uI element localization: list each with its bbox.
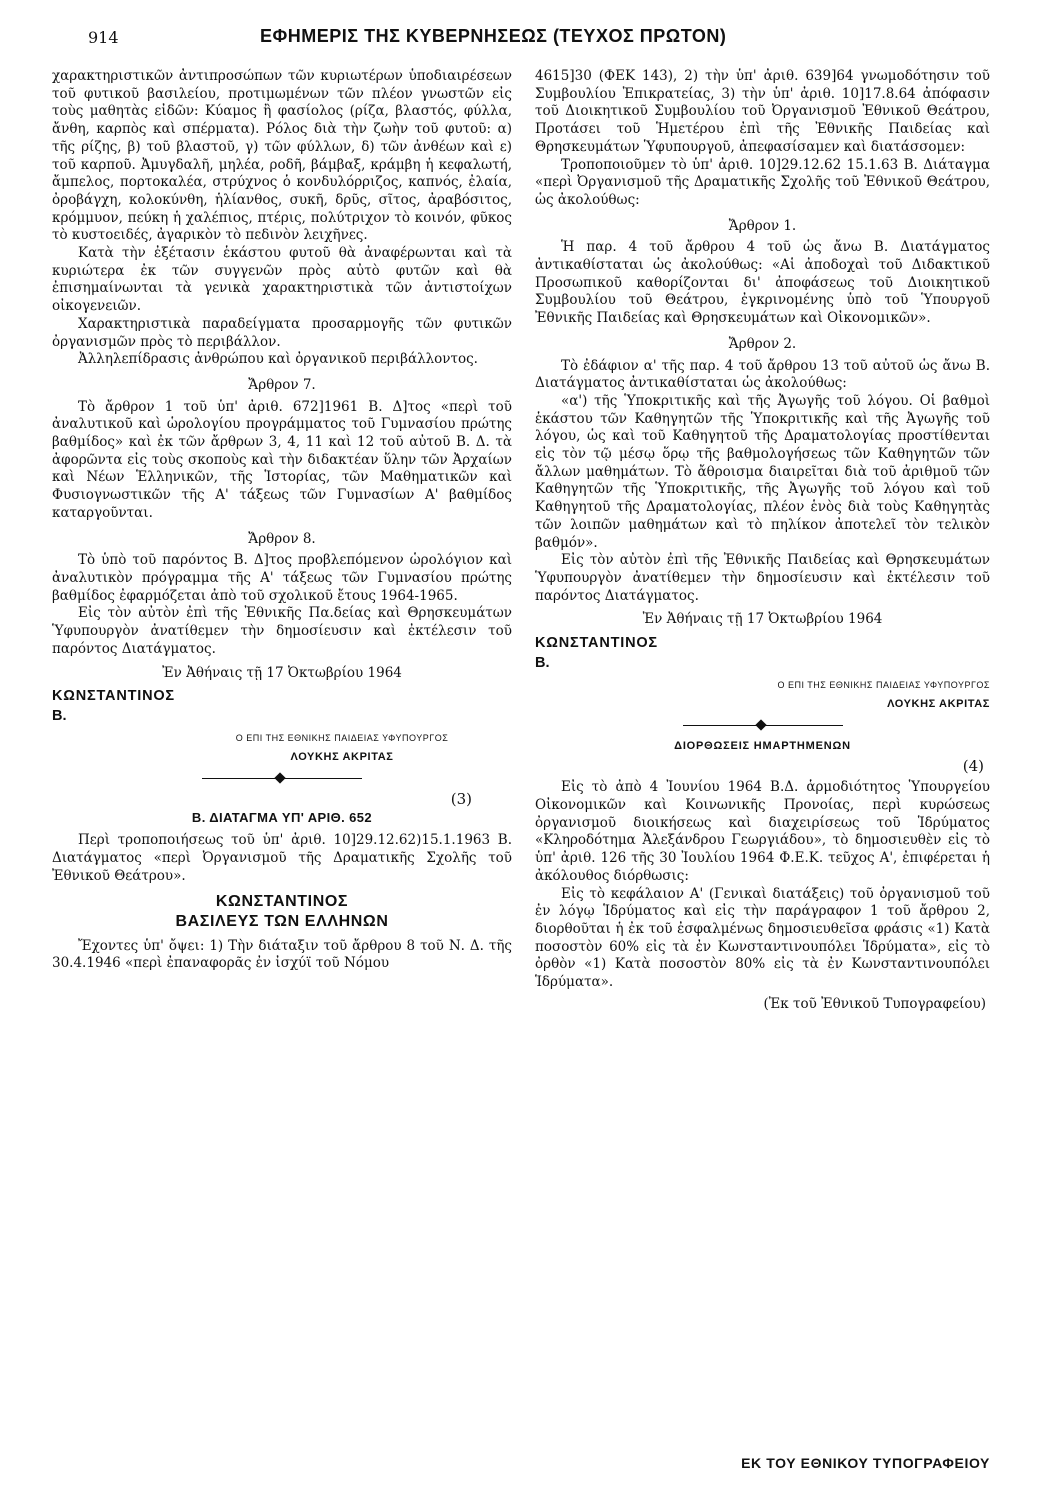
minister-title: Ο ΕΠΙ ΤΗΣ ΕΘΝΙΚΗΣ ΠΑΙΔΕΙΑΣ ΥΦΥΠΟΥΡΓΟΣ (235, 732, 449, 743)
decree-title: Β. ΔΙΑΤΑΓΜΑ ΥΠ' ΑΡΙΘ. 652 (191, 809, 373, 825)
gazette-title: ΕΦΗΜΕΡΙΣ ΤΗΣ ΚΥΒΕΡΝΗΣΕΩΣ (ΤΕΥΧΟΣ ΠΡΩΤΟΝ) (260, 26, 727, 46)
preamble-continued: 4615]30 (ΦΕΚ 143), 2) τὴν ὑπ' ἀριθ. 639]64 γνωμοδότησιν τοῦ Συμβουλίου Ἐπικρατείας, 3) τὴν ὑπ' ἀριθ. 10]17.8.64 ἀπόφασιν τοῦ Διοικητικοῦ Συμβουλίου τοῦ Ὀργανισμοῦ Ἐθνικοῦ Θεάτρου, Προτάσει τοῦ Ἡμετέρου ἐπὶ τῆς Ἐθνικῆς Παιδείας καὶ Θρησκευμάτων Ὑφυπουργοῦ, ἀπεφασίσαμεν καὶ διατάσσομεν: (535, 68, 990, 155)
section-number: (3) (450, 790, 472, 809)
place-date: Ἐν Ἀθήναις τῇ 17 Ὀκτωβρίου 1964 (162, 664, 402, 681)
king-initial: Β. (52, 707, 67, 724)
paragraph: Κατὰ τὴν ἐξέτασιν ἑκάστου φυτοῦ θὰ ἀναφέρωνται καὶ τὰ κυριώτερα ἐκ τῶν συγγενῶν πρὸς αὐτὸ φυτῶν καὶ θὰ ἐπισημαίνωνται τὰ γενικὰ χαρακτηριστικὰ τῶν ἀντιστοίχων οἰκογενειῶν. (52, 245, 512, 315)
king-initial: Β. (535, 654, 550, 671)
article-2-heading: Ἄρθρον 2. (728, 335, 797, 352)
decree-intro: Τροποποιοῦμεν τὸ ὑπ' ἀριθ. 10]29.12.62 15.1.63 Β. Διάταγμα «περὶ Ὀργανισμοῦ τῆς Δραματικῆς Σχολῆς τοῦ Ἐθνικοῦ Θεάτρου, ὡς ἀκολούθως: (535, 156, 990, 208)
article-2-text: Εἰς τὸν αὐτὸν ἐπὶ τῆς Ἐθνικῆς Παιδείας καὶ Θρησκευμάτων Ὑφυπουργὸν ἀνατίθεμεν τὴν δημοσίευσιν καὶ ἐκτέλεσιν τοῦ παρόντος Διατάγματος. (535, 552, 990, 604)
minister-title: Ο ΕΠΙ ΤΗΣ ΕΘΝΙΚΗΣ ΠΑΙΔΕΙΑΣ ΥΦΥΠΟΥΡΓΟΣ (777, 679, 990, 690)
king-heading-name: ΚΩΝΣΤΑΝΤΙΝΟΣ (215, 892, 349, 910)
king-signature: ΚΩΝΣΤΑΝΤΙΝΟΣ (52, 688, 175, 705)
source-note: (Ἐκ τοῦ Ἐθνικοῦ Τυπογραφείου) (763, 995, 986, 1012)
article-8-heading: Ἄρθρον 8. (248, 530, 316, 547)
footer-printer: ΕΚ ΤΟΥ ΕΘΝΙΚΟΥ ΤΥΠΟΓΡΑΦΕΙΟΥ (741, 1455, 990, 1471)
article-2-text: Τὸ ἐδάφιον α' τῆς παρ. 4 τοῦ ἄρθρου 13 τοῦ αὐτοῦ ὡς ἄνω Β. Διατάγματος ἀντικαθίσταται ὡς ἀκολούθως: (535, 357, 990, 392)
article-8-text: Τὸ ὑπὸ τοῦ παρόντος Β. Δ]τος προβλεπόμενον ὡρολόγιον καὶ ἀναλυτικὸν πρόγραμμα τῆς Α' τάξεως τῶν Γυμνασίου πρώτης βαθμίδος ἐφαρμόζεται ἀπὸ τοῦ σχολικοῦ ἔτους 1964-1965. (52, 552, 512, 604)
king-signature: ΚΩΝΣΤΑΝΤΙΝΟΣ (535, 635, 658, 652)
left-column (52, 68, 512, 973)
correction-text: Εἰς τὸ κεφάλαιον Α' (Γενικαὶ διατάξεις) τοῦ ὀργανισμοῦ τοῦ ἐν λόγῳ Ἱδρύματος καὶ εἰς τὴν παράγραφον 1 τοῦ ἄρθρου 2, διορθοῦται ἡ ἐκ τοῦ ἐσφαλμένως δημοσιευθεῖσα φράσις «1) Κατὰ ποσοστὸν 60% εἰς τὰ ἐν Κωνσταντινουπόλει Ἱδρύματα», εἰς τὸ ὀρθὸν «1) Κατὰ ποσοστὸν 80% εἰς τὰ ἐν Κωνσταντινουπόλει Ἱδρύματα». (535, 885, 990, 991)
section-number: (4) (962, 756, 984, 775)
place-date: Ἐν Ἀθήναις τῇ 17 Ὀκτωβρίου 1964 (642, 611, 883, 628)
article-8-text: Εἰς τὸν αὐτὸν ἐπὶ τῆς Ἐθνικῆς Πα.δείας καὶ Θρησκευμάτων Ὑφυπουργὸν ἀνατίθεμεν τὴν δημοσίευσιν καὶ ἐκτέλεσιν τοῦ παρόντος Διατάγματος. (52, 605, 512, 657)
right-column (535, 68, 990, 1013)
article-7-heading: Ἄρθρον 7. (248, 376, 316, 393)
article-2-text: «α') τῆς Ὑποκριτικῆς καὶ τῆς Ἀγωγῆς τοῦ λόγου. Οἱ βαθμοὶ ἑκάστου τῶν Καθηγητῶν τῆς Ὑποκριτικῆς καὶ τῆς Ἀγωγῆς τοῦ λόγου, ὡς καὶ τοῦ Καθηγητοῦ τῆς Δραματολογίας προστίθενται εἰς τὸν τῷ μέσῳ ὅρῳ τῆς βαθμολογήσεως τῶν Καθηγητῶν τῶν ἄλλων μαθημάτων. Τὸ ἄθροισμα διαιρεῖται διὰ τοῦ ἀριθμοῦ τῶν Καθηγητῶν τῆς Ὑποκριτικῆς, τῆς Ἀγωγῆς τοῦ λόγου καὶ τοῦ Καθηγητοῦ τῆς Δραματολογίας, πλέον ἑνὸς διὰ τοὺς Καθηγητὰς τῶν λοιπῶν μαθημάτων καὶ τὸ πηλίκον ἀποτελεῖ τὸν τελικὸν βαθμόν». (535, 392, 990, 551)
section-divider (683, 720, 843, 732)
correction-text: Εἰς τὸ ἀπὸ 4 Ἰουνίου 1964 Β.Δ. ἁρμοδιότητος Ὑπουργείου Οἰκονομικῶν καὶ Κοινωνικῆς Προνοίας, περὶ κυρώσεως ὀργανισμοῦ διοικήσεως καὶ διαχειρίσεως τοῦ Ἱδρύματος «Κληροδότημα Ἀλεξάνδρου Γεωργιάδου», τὸ δημοσιευθὲν εἰς τὸ ὑπ' ἀριθ. 126 τῆς 30 Ἰουλίου 1964 Φ.Ε.Κ. τεῦχος Α', ἐπιφέρεται ἡ ἀκόλουθος διόρθωσις: (535, 779, 990, 884)
king-heading-title: ΒΑΣΙΛΕΥΣ ΤΩΝ ΕΛΛΗΝΩΝ (175, 912, 389, 930)
article-1-text: Ἡ παρ. 4 τοῦ ἄρθρου 4 τοῦ ὡς ἄνω Β. Διατάγματος ἀντικαθίσταται ὡς ἀκολούθως: «Αἱ ἀποδοχαὶ τοῦ Διδακτικοῦ Προσωπικοῦ καθορίζονται δι' ἀποφάσεως τοῦ Διοικητικοῦ Συμβουλίου τοῦ Θεάτρου, ἐγκρινομένης ὑπὸ τοῦ Ὑπουργοῦ Ἐθνικῆς Παιδείας καὶ Θρησκευμάτων καὶ Οἰκονομικῶν». (535, 239, 990, 327)
paragraph: Χαρακτηριστικὰ παραδείγματα προσαρμογῆς τῶν φυτικῶν ὀργανισμῶν πρὸς τὸ περιβάλλον. (52, 315, 512, 350)
corrections-title: ΔΙΟΡΘΩΣΕΙΣ ΗΜΑΡΤΗΜΕΝΩΝ (674, 739, 851, 752)
article-7-text: Τὸ ἄρθρον 1 τοῦ ὑπ' ἀριθ. 672]1961 Β. Δ]τος «περὶ τοῦ ἀναλυτικοῦ καὶ ὡρολογίου προγράμματος τοῦ Γυμνασίου πρώτης βαθμίδος» καὶ ἐκ τῶν ἄρθρων 3, 4, 11 καὶ 12 τοῦ αὐτοῦ Β. Δ. τὰ ἀφορῶντα εἰς τοὺς σκοποὺς καὶ τὴν διδακτέαν ὕλην τῶν Ἀρχαίων καὶ Νέων Ἑλληνικῶν, τῆς Ἱστορίας, τῶν Μαθηματικῶν καὶ Φυσιογνωστικῶν τῆς Α' τάξεως τῶν Γυμνασίων Α' βαθμίδος καταργοῦνται. (52, 398, 512, 521)
king-heading (52, 892, 512, 932)
decree-subject: Περὶ τροποποιήσεως τοῦ ὑπ' ἀριθ. 10]29.12.62)15.1.1963 Β. Διατάγματος «περὶ Ὀργανισμοῦ τῆς Δραματικῆς Σχολῆς τοῦ Ἐθνικοῦ Θεάτρου». (52, 832, 512, 884)
paragraph: Ἀλληλεπίδρασις ἀνθρώπου καὶ ὀργανικοῦ περιβάλλοντος. (78, 351, 478, 368)
page-number: 914 (88, 28, 119, 47)
section-divider (202, 773, 362, 785)
paragraph: χαρακτηριστικῶν ἀντιπροσώπων τῶν κυριωτέρων ὑποδιαιρέσεων τοῦ φυτικοῦ βασιλείου, προτιμωμένων τῶν πλέον γνωστῶν εἰς τοὺς μαθητὰς εἰδῶν: Κύαμος ἢ φασίολος (ρίζα, βλαστός, φύλλα, ἄνθη, καρπὸς καὶ σπέρματα). Ρόλος διὰ τὴν ζωὴν τοῦ φυτοῦ: α) τῆς ρίζης, β) τοῦ βλαστοῦ, γ) τῶν φύλλων, δ) τῶν ἀνθέων καὶ ε) τοῦ καρποῦ. Ἀμυγδαλῆ, μηλέα, ροδῆ, βάμβαξ, κράμβη ἡ κεφαλωτή, ἄμπελος, πορτοκαλέα, στρύχνος ὁ κονδυλόρριζος, καπνός, ἐλαία, ὀροβάγχη, κολοκύνθη, ἡλίανθος, συκῆ, δρῦς, σῖτος, ἀραβόσιτος, κρόμμυον, πεύκη ἡ χαλέπιος, πτέρις, πολύτριχον τὸ κοινόν, φῦκος τὸ κυστοειδές, ἀγαρικὸν τὸ πεδινὸν λειχῆνες. (52, 68, 512, 244)
preamble: Ἔχοντες ὑπ' ὄψει: 1) Τὴν διάταξιν τοῦ ἄρθρου 8 τοῦ Ν. Δ. τῆς 30.4.1946 «περὶ ἐπαναφορᾶς ἐν ἰσχύϊ τοῦ Νόμου (52, 937, 512, 972)
minister-name: ΛΟΥΚΗΣ ΑΚΡΙΤΑΣ (887, 698, 990, 711)
article-1-heading: Ἄρθρον 1. (728, 217, 797, 234)
minister-name: ΛΟΥΚΗΣ ΑΚΡΙΤΑΣ (290, 751, 394, 764)
